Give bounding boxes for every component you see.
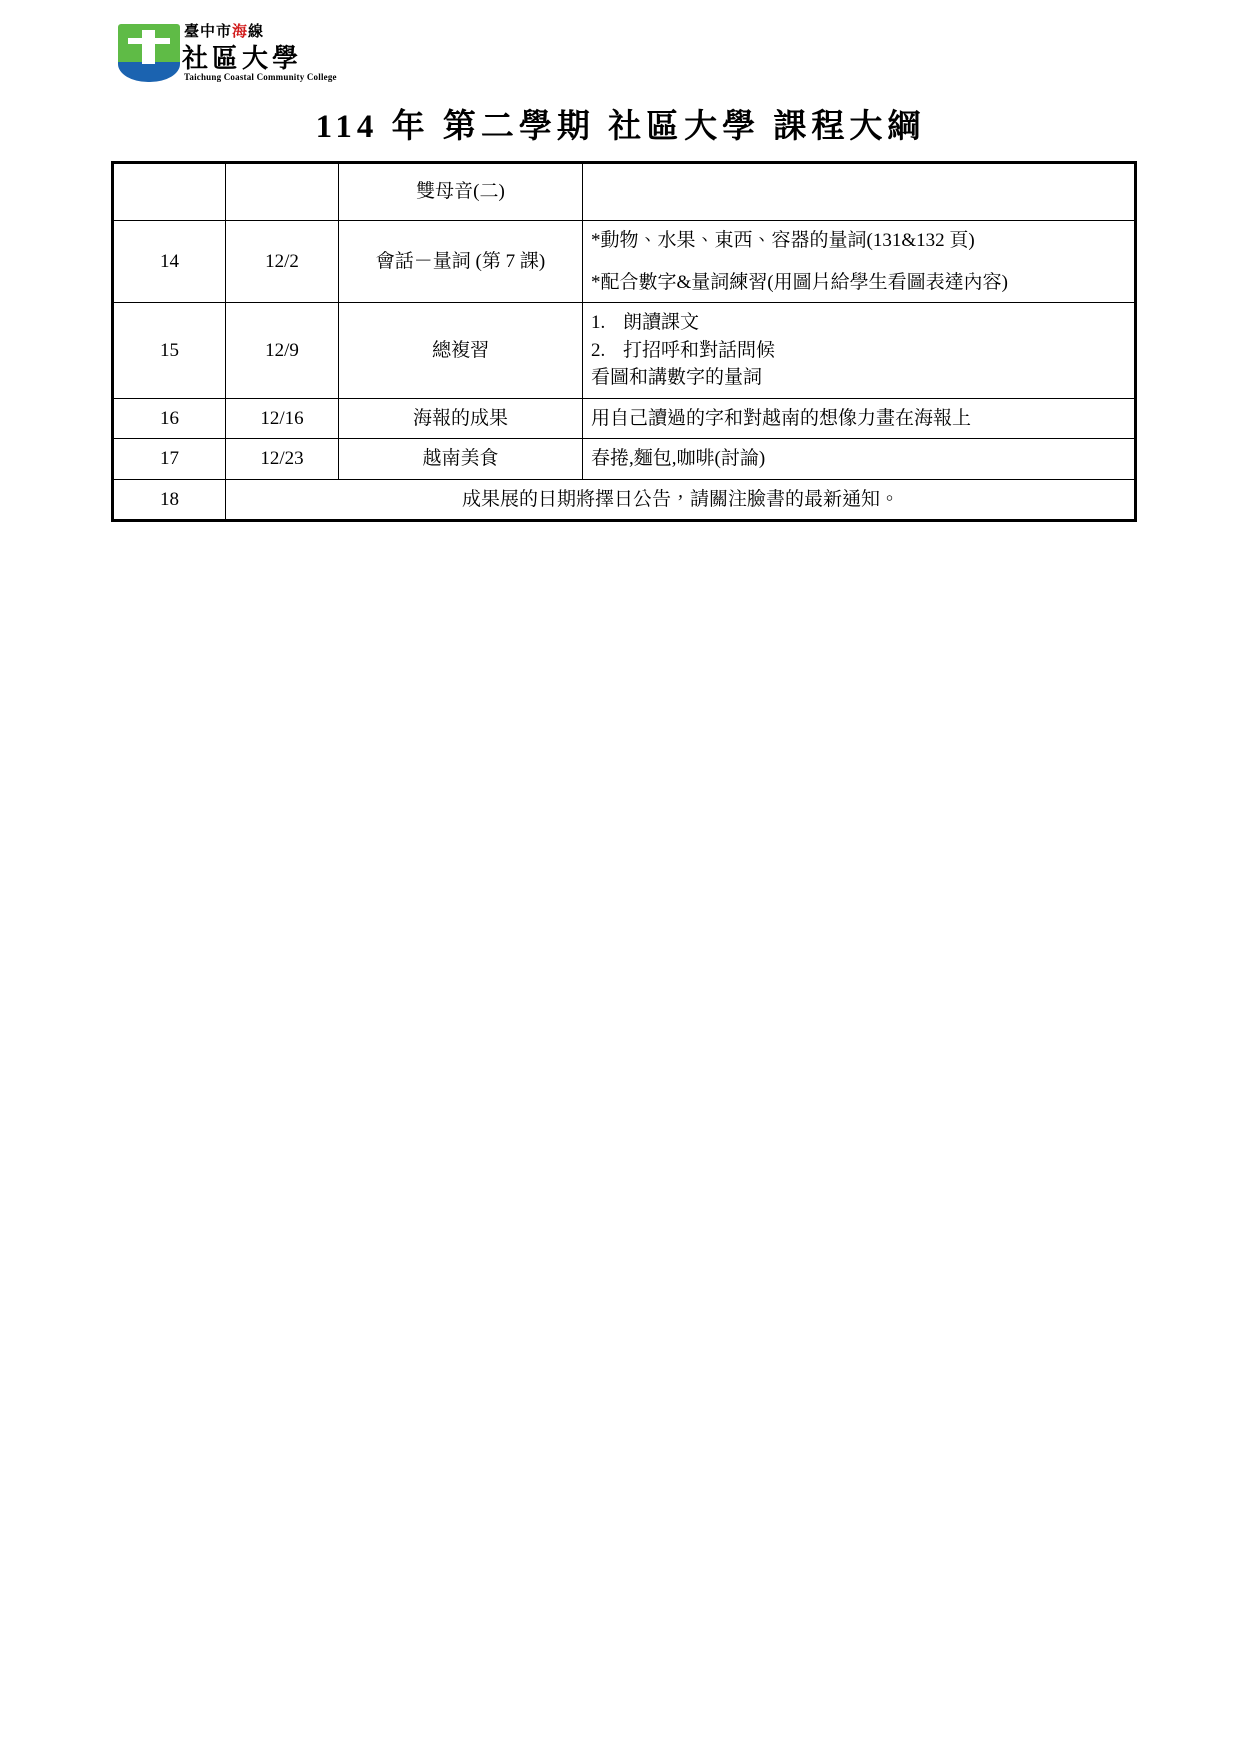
cell-date: 12/9	[226, 303, 339, 399]
cell-week: 18	[114, 479, 226, 520]
desc-line-2: *配合數字&量詞練習(用圖片給學生看圖表達內容)	[591, 271, 1008, 293]
list-index: 2.	[591, 339, 606, 361]
cell-desc	[583, 303, 1136, 399]
college-logo	[118, 18, 378, 86]
logo-mark-icon	[118, 24, 180, 82]
cell-date: 12/2	[226, 221, 339, 303]
list-item	[591, 309, 1127, 337]
list-index: 1.	[591, 312, 606, 334]
list-text: 打招呼和對話問候	[623, 339, 776, 361]
table-row	[114, 398, 1136, 439]
cell-desc: 春捲,麵包,咖啡(討論)	[583, 439, 1136, 480]
desc-line-1: *動物、水果、東西、容器的量詞(131&132 頁)	[591, 230, 975, 251]
desc-tail-line: 看圖和講數字的量詞	[591, 367, 763, 389]
table-row	[114, 221, 1136, 303]
syllabus-table-container	[113, 163, 1135, 520]
page-title: 114 年 第二學期 社區大學 課程大綱	[315, 109, 926, 145]
cell-desc: 用自己讀過的字和對越南的想像力畫在海報上	[583, 398, 1136, 439]
logo-top-accent: 海	[232, 22, 249, 40]
cell-topic: 越南美食	[339, 439, 583, 480]
cell-topic: 會話－量詞 (第 7 課)	[339, 221, 583, 303]
table-row	[114, 479, 1136, 520]
cell-week: 16	[114, 398, 226, 439]
cell-desc	[583, 164, 1136, 221]
cell-topic: 海報的成果	[339, 398, 583, 439]
cell-merged-note: 成果展的日期將擇日公告，請關注臉書的最新通知。	[226, 479, 1136, 520]
cell-desc	[583, 221, 1136, 303]
cell-week	[114, 164, 226, 221]
table-row	[114, 164, 1136, 221]
list-item	[591, 337, 1127, 365]
logo-top-prefix: 臺中市	[184, 22, 233, 40]
cell-date: 12/23	[226, 439, 339, 480]
logo-top-suffix: 線	[248, 22, 265, 40]
logo-main-text: 社區大學	[182, 44, 303, 74]
cell-date: 12/16	[226, 398, 339, 439]
syllabus-table	[113, 163, 1136, 520]
cell-date	[226, 164, 339, 221]
table-row	[114, 303, 1136, 399]
logo-english-text: Taichung Coastal Community College	[184, 72, 337, 82]
table-row	[114, 439, 1136, 480]
cell-topic: 雙母音(二)	[339, 164, 583, 221]
cell-topic: 總複習	[339, 303, 583, 399]
cell-week: 17	[114, 439, 226, 480]
cell-week: 15	[114, 303, 226, 399]
list-text: 朗讀課文	[623, 312, 700, 334]
cell-week: 14	[114, 221, 226, 303]
desc-ordered-list	[591, 309, 1127, 364]
